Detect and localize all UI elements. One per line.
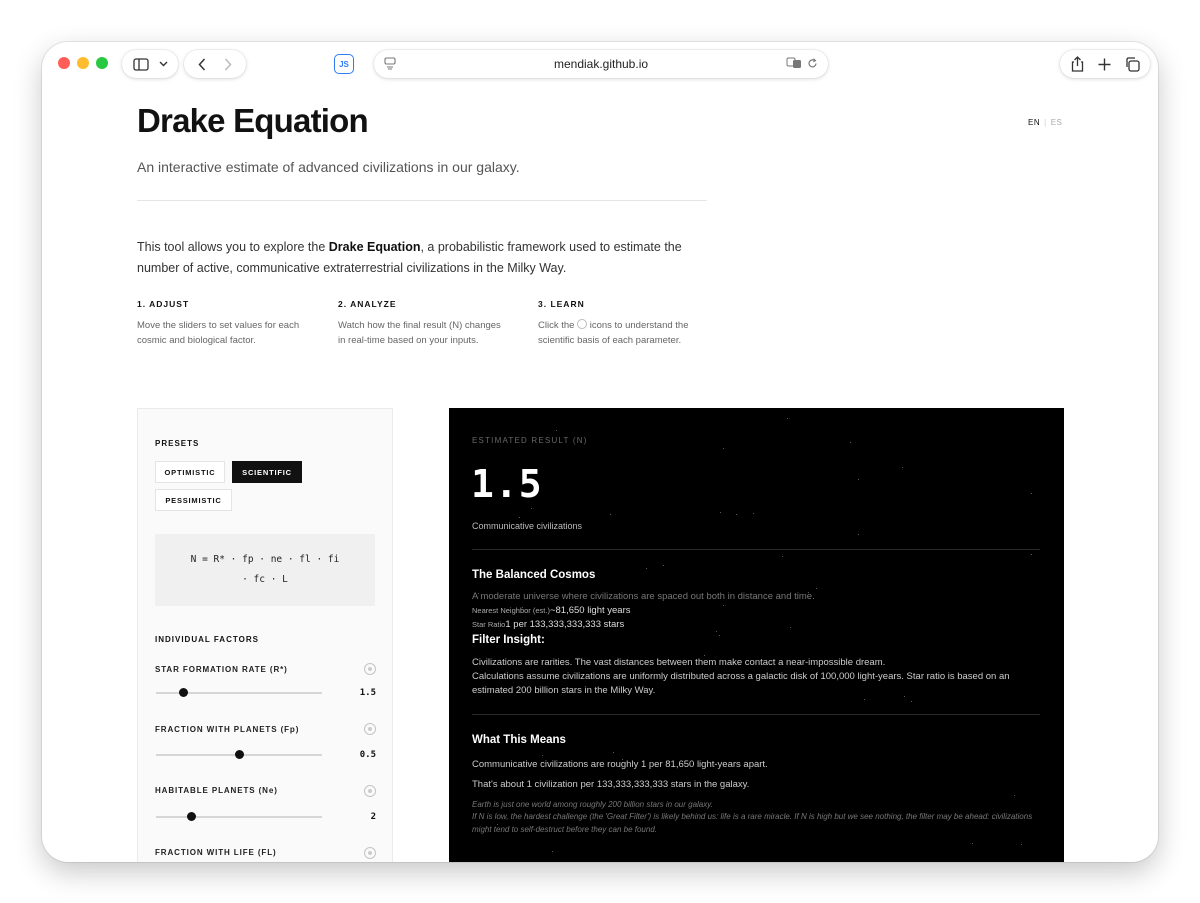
- preset-optimistic-button[interactable]: OPTIMISTIC: [155, 461, 225, 483]
- info-icon[interactable]: [364, 847, 376, 859]
- formula-box: [155, 534, 375, 606]
- back-arrow-icon[interactable]: [198, 58, 206, 71]
- lang-en-link[interactable]: EN: [1028, 118, 1041, 127]
- header-divider: [137, 200, 707, 201]
- star-dot: [858, 479, 859, 480]
- star-dot: [816, 588, 817, 589]
- star-dot: [790, 627, 791, 628]
- star-dot: [1014, 795, 1015, 796]
- meaning-line-1: Communicative civilizations are roughly 1 per 81,650 light-years apart.: [472, 759, 768, 770]
- translate-icon[interactable]: [786, 57, 802, 69]
- step-adjust: [137, 299, 309, 348]
- formula-line-2: · fc · L: [242, 574, 288, 585]
- slider-thumb[interactable]: [179, 688, 188, 697]
- star-formation-slider[interactable]: [156, 692, 322, 694]
- formula-line-1: N = R* · fp · ne · fl · fi: [190, 554, 340, 565]
- star-dot: [1031, 554, 1032, 555]
- presets-label: PRESETS: [155, 439, 200, 448]
- star-dot: [542, 755, 543, 756]
- star-dot: [911, 701, 912, 702]
- fraction-planets-slider[interactable]: [156, 754, 322, 756]
- intro-bold: Drake Equation: [328, 240, 421, 254]
- result-value: 1.5: [471, 462, 543, 506]
- factor-fraction-planets-label: FRACTION WITH PLANETS (Fp): [155, 725, 300, 734]
- habitable-planets-slider[interactable]: [156, 816, 322, 818]
- star-dot: [902, 467, 903, 468]
- fraction-planets-value: 0.5: [359, 750, 376, 760]
- star-dot: [723, 448, 724, 449]
- minimize-window-button[interactable]: [77, 57, 89, 69]
- chevron-down-icon: [159, 61, 168, 67]
- star-dot: [552, 851, 553, 852]
- star-dot: [610, 514, 611, 515]
- individual-factors-label: INDIVIDUAL FACTORS: [155, 635, 259, 644]
- controls-panel: [137, 408, 393, 862]
- factor-habitable-planets-label: HABITABLE PLANETS (Ne): [155, 786, 278, 795]
- result-unit: Communicative civilizations: [472, 521, 583, 531]
- factor-fraction-life-label: FRACTION WITH LIFE (FL): [155, 848, 277, 857]
- step-text: Move the sliders to set values for each cosmic and biological factor.: [137, 320, 300, 346]
- step-analyze: [338, 299, 510, 348]
- js-extension-icon[interactable]: JS: [334, 54, 354, 74]
- star-dot: [850, 442, 851, 443]
- star-dot: [858, 534, 859, 535]
- step-text: Click the icons to understand the scientific basis of each parameter.: [538, 320, 689, 346]
- new-tab-icon[interactable]: [1098, 58, 1111, 71]
- step-heading: 2. ANALYZE: [338, 299, 397, 309]
- browser-toolbar: [42, 42, 1158, 86]
- star-dot: [782, 556, 783, 557]
- habitable-planets-value: 2: [370, 812, 376, 822]
- reload-icon[interactable]: [807, 58, 818, 69]
- star-dot: [663, 565, 664, 566]
- scenario-description: A moderate universe where civilizations are spaced out both in distance and time.: [472, 591, 815, 602]
- nearest-neighbor: Nearest Neighbor (est.)~81,650 light years: [472, 605, 631, 616]
- language-switcher: EN | ES: [1028, 118, 1063, 127]
- tab-overview-icon[interactable]: [1125, 57, 1140, 72]
- page-subtitle: An interactive estimate of advanced civilizations in our galaxy.: [137, 159, 520, 175]
- star-dot: [556, 430, 557, 431]
- filter-insight-title: Filter Insight:: [472, 634, 545, 646]
- page-title: Drake Equation: [137, 102, 368, 139]
- slider-thumb[interactable]: [235, 750, 244, 759]
- navigation-buttons: [184, 50, 246, 78]
- info-icon[interactable]: [364, 785, 376, 797]
- preset-scientific-button[interactable]: SCIENTIFIC: [232, 461, 302, 483]
- meaning-italic-2: If N is low, the hardest challenge (the 'Great Filter') is likely behind us: life is a rare miracle. If N is high but we see nothing, the filter may be ahead: civilizations might tend to self-destruct before they can be found.: [472, 812, 1033, 834]
- results-divider: [472, 714, 1040, 715]
- page-content: [42, 86, 1158, 862]
- results-panel: [449, 408, 1064, 862]
- info-icon[interactable]: [364, 663, 376, 675]
- close-window-button[interactable]: [58, 57, 70, 69]
- factor-star-formation-label: STAR FORMATION RATE (R*): [155, 665, 288, 674]
- meaning-line-2: That's about 1 civilization per 133,333,333,333 stars in the galaxy.: [472, 779, 750, 790]
- meaning-title: What This Means: [472, 734, 566, 746]
- calculation-note: Calculations assume civilizations are uniformly distributed across a galactic disk of 100,000 light-years. Star ratio is based on an estimated 200 billion stars in the Milky Way.: [472, 671, 1010, 696]
- star-dot: [519, 517, 520, 518]
- star-dot: [1031, 493, 1032, 494]
- step-heading: 1. ADJUST: [137, 299, 190, 309]
- intro-paragraph: This tool allows you to explore the Drake Equation, a probabilistic framework used to estimate the number of active, communicative extraterrestrial civilizations in the Milky Way.: [137, 240, 682, 275]
- info-icon[interactable]: [364, 723, 376, 735]
- star-formation-value: 1.5: [359, 688, 376, 698]
- page-settings-icon[interactable]: [384, 57, 396, 70]
- share-icon[interactable]: [1071, 56, 1084, 72]
- star-dot: [716, 631, 717, 632]
- preset-pessimistic-button[interactable]: PESSIMISTIC: [155, 489, 232, 511]
- sidebar-toggle-button[interactable]: [122, 50, 178, 78]
- address-bar[interactable]: [374, 50, 828, 78]
- star-dot: [720, 512, 721, 513]
- star-dot: [719, 635, 720, 636]
- filter-insight-text: Civilizations are rarities. The vast distances between them make contact a near-impossible dream.: [472, 657, 886, 668]
- lang-es-link[interactable]: ES: [1050, 118, 1063, 127]
- scenario-title: The Balanced Cosmos: [472, 569, 596, 581]
- zoom-window-button[interactable]: [96, 57, 108, 69]
- browser-window: [42, 42, 1158, 862]
- results-divider: [472, 549, 1040, 550]
- step-learn: [538, 299, 710, 348]
- browser-actions: [1060, 50, 1150, 78]
- step-heading: 3. LEARN: [538, 299, 585, 309]
- forward-arrow-icon[interactable]: [224, 58, 232, 71]
- star-dot: [646, 568, 647, 569]
- result-label: ESTIMATED RESULT (N): [472, 436, 588, 445]
- star-dot: [753, 513, 754, 514]
- star-dot: [723, 605, 724, 606]
- star-dot: [531, 508, 532, 509]
- step-text: Watch how the final result (N) changes in real-time based on your inputs.: [338, 320, 501, 346]
- star-dot: [1021, 844, 1022, 845]
- star-dot: [787, 418, 788, 419]
- meaning-italic-1: Earth is just one world among roughly 200 billion stars in our galaxy.: [472, 800, 713, 809]
- slider-thumb[interactable]: [187, 812, 196, 821]
- star-ratio: Star Ratio1 per 133,333,333,333 stars: [472, 619, 625, 630]
- sidebar-icon: [133, 58, 149, 71]
- star-dot: [864, 699, 865, 700]
- star-dot: [613, 752, 614, 753]
- star-dot: [736, 514, 737, 515]
- star-dot: [972, 843, 973, 844]
- info-icon: [577, 319, 587, 329]
- url-text: mendiak.github.io: [553, 57, 649, 71]
